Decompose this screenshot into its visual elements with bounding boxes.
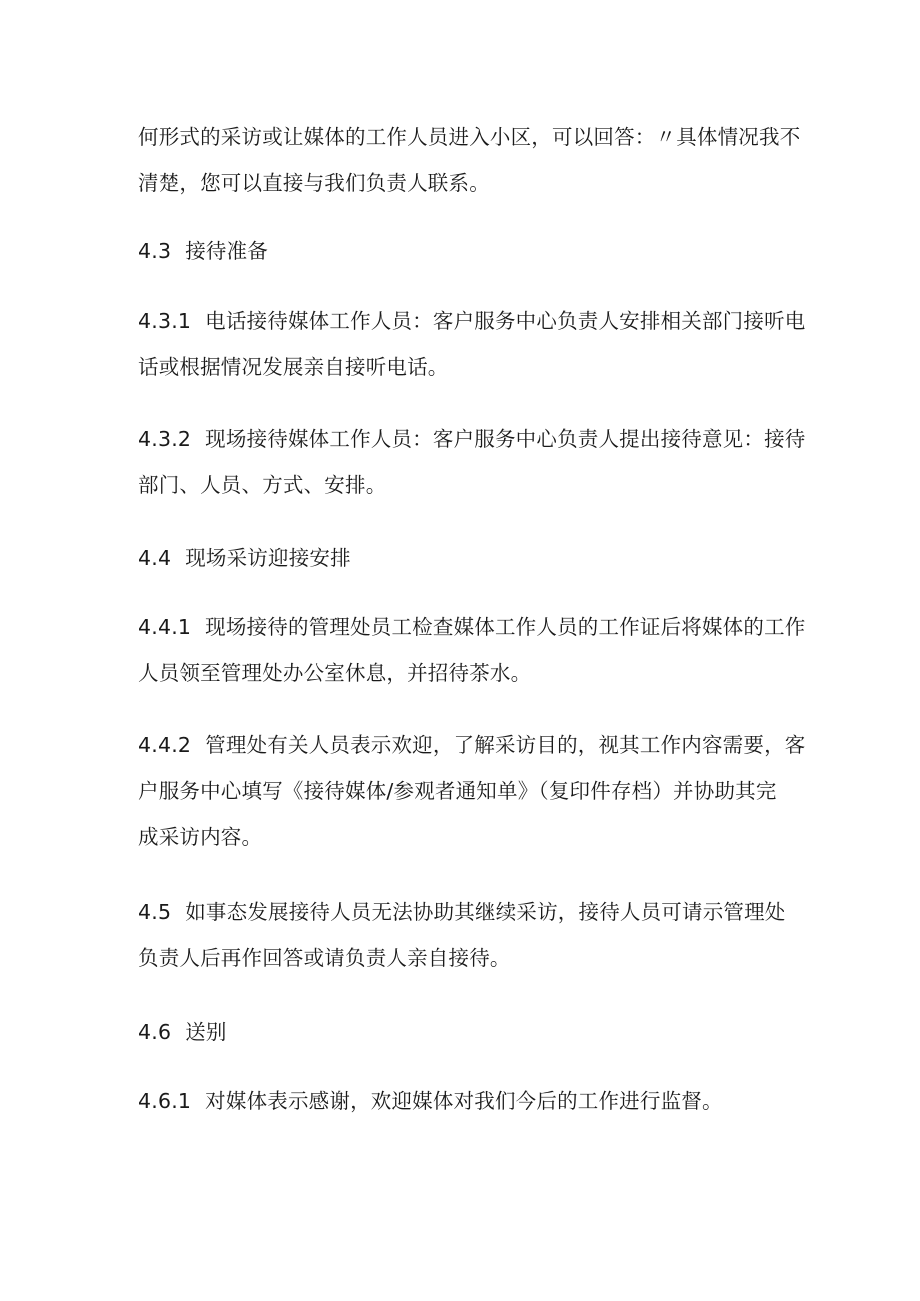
text-segment: 如事态发展接待人员无法协助其继续采访，接待人员可请示管理处	[185, 900, 786, 924]
text-segment: 电话接待媒体工作人员：客户服务中心负责人安排相关部门接听电	[205, 309, 806, 333]
paragraph-4-3-1	[138, 298, 806, 390]
section-heading-4-6	[138, 1009, 788, 1055]
text-segment: 管理处有关人员表示欢迎，了解采访目的，视其工作内容需要，客	[205, 733, 806, 757]
section-number: 4.3.1	[138, 309, 192, 333]
text-line: 负责人后再作回答或请负责人亲自接待。	[138, 946, 511, 970]
text-line	[138, 416, 806, 462]
text-line: 部门、人员、方式、安排。	[138, 473, 387, 497]
section-heading-4-4	[138, 535, 788, 581]
text-segment: 现场接待的管理处员工检查媒体工作人员的工作证后将媒体的工作	[205, 615, 806, 639]
section-number: 4.6	[138, 1020, 172, 1044]
section-number: 4.3.2	[138, 427, 192, 451]
paragraph-4-5	[138, 889, 788, 981]
text-segment: 现场接待媒体工作人员：客户服务中心负责人提出接待意见：接待	[205, 427, 806, 451]
heading-line	[138, 1009, 788, 1055]
text-line	[138, 722, 806, 768]
section-title: 现场采访迎接安排	[185, 546, 351, 570]
section-number: 4.4.1	[138, 615, 192, 639]
text-line: 话或根据情况发展亲自接听电话。	[138, 355, 449, 379]
text-line: 人员领至管理处办公室休息，并招待茶水。	[138, 661, 532, 685]
section-title: 送别	[185, 1020, 227, 1044]
text-line: 清楚，您可以直接与我们负责人联系。	[138, 171, 490, 195]
heading-line	[138, 228, 788, 274]
section-heading-4-3	[138, 228, 788, 274]
text-line	[138, 1078, 788, 1124]
text-line	[138, 604, 806, 650]
section-number: 4.3	[138, 239, 172, 263]
text-line	[138, 889, 788, 935]
paragraph-4-6-1	[138, 1078, 788, 1124]
section-number: 4.5	[138, 900, 172, 924]
text-segment: 对媒体表示感谢，欢迎媒体对我们今后的工作进行监督。	[205, 1089, 723, 1113]
section-number: 4.4	[138, 546, 172, 570]
section-title: 接待准备	[185, 239, 269, 263]
text-line: 成采访内容。	[138, 825, 263, 849]
paragraph-4-4-2	[138, 722, 806, 860]
text-line: 何形式的采访或让媒体的工作人员进入小区，可以回答：〃具体情况我不	[138, 125, 801, 149]
text-line	[138, 298, 806, 344]
paragraph-4-4-1	[138, 604, 806, 696]
paragraph-4-3-2	[138, 416, 806, 508]
section-number: 4.4.2	[138, 733, 192, 757]
heading-line	[138, 535, 788, 581]
text-line: 户服务中心填写《接待媒体/参观者通知单》（复印件存档）并协助其完	[138, 779, 777, 803]
paragraph-continued	[138, 114, 801, 206]
section-number: 4.6.1	[138, 1089, 192, 1113]
